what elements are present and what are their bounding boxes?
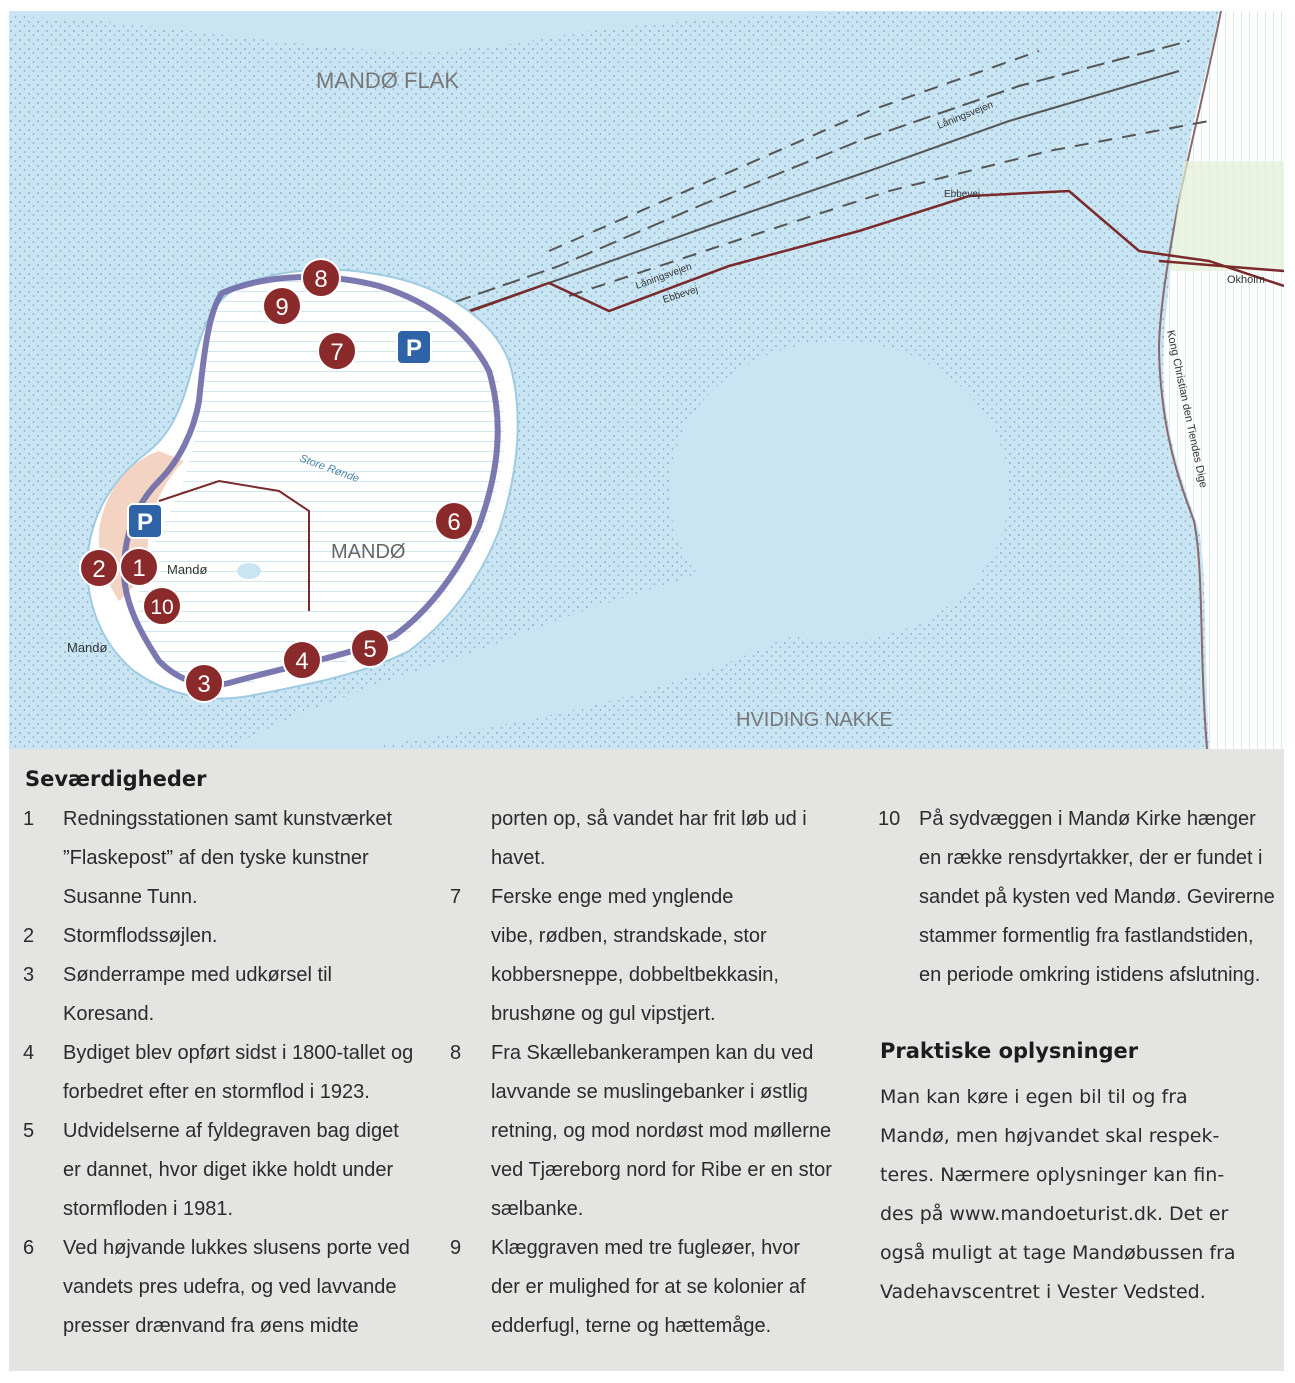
sight-text: stormfloden i 1981. [63, 1198, 234, 1220]
sight-text: Sønderrampe med udkørsel til [63, 964, 332, 986]
sight-number: 9 [450, 1237, 462, 1259]
sight-number: 7 [450, 886, 462, 908]
sight-number: 10 [878, 808, 901, 830]
sight-number: 4 [23, 1042, 35, 1064]
sight-text: havet. [491, 847, 546, 869]
sight-text: forbedret efter en stormflod i 1923. [63, 1081, 370, 1103]
sight-item [23, 1229, 433, 1346]
practical-line: Man kan køre i egen bil til og fra [880, 1086, 1188, 1108]
green-fields [1169, 161, 1284, 271]
marker-3[interactable] [185, 664, 223, 702]
label-dike: Kong Christian den Tiendes Dige [1164, 329, 1210, 489]
svg-text:9: 9 [275, 294, 289, 321]
practical-line: teres. Nærmere oplysninger kan fin- [880, 1164, 1225, 1186]
practical-line: des på www.mandoeturist.dk. Det er [880, 1203, 1229, 1225]
sight-text: vandets pres udefra, og ved lavvande [63, 1276, 397, 1298]
sight-number: 1 [23, 808, 35, 830]
label-okholm: Okholm [1227, 274, 1265, 286]
sight-text: Redningsstationen samt kunstværket [63, 808, 393, 830]
svg-text:P: P [136, 509, 154, 536]
sight-item [23, 917, 433, 956]
sight-text: vibe, rødben, strandskade, stor [491, 925, 767, 947]
sights-column-2 [450, 800, 860, 1346]
marker-6[interactable] [435, 502, 473, 540]
label-mando-church: Mandø [67, 640, 108, 655]
svg-text:3: 3 [197, 671, 211, 698]
sight-text: Fra Skællebankerampen kan du ved [491, 1042, 814, 1064]
sight-number: 3 [23, 964, 35, 986]
sight-text: Klæggraven med tre fugleøer, hvor [491, 1237, 801, 1259]
label-laningsvejen: Låningsvejen [634, 261, 694, 292]
sight-text: ved Tjæreborg nord for Ribe er en stor [491, 1159, 832, 1181]
sight-text: stammer formentlig fra fastlandstiden, [919, 925, 1254, 947]
marker-8[interactable] [302, 259, 340, 297]
sight-text: lavvande se muslingebanker i østlig [491, 1081, 808, 1103]
info-panel [9, 749, 1284, 1371]
sight-text: en række rensdyrtakker, der er fundet i [919, 847, 1263, 869]
sight-text: er dannet, hvor diget ikke holdt under [63, 1159, 394, 1181]
sight-number: 5 [23, 1120, 35, 1142]
svg-text:8: 8 [314, 266, 328, 293]
sight-item [23, 1034, 433, 1112]
sight-text: sælbanke. [491, 1198, 584, 1220]
marker-2[interactable] [80, 549, 118, 587]
label-mando-flak: MANDØ FLAK [316, 68, 460, 93]
label-ebbevej-upper: Ebbevej [944, 189, 981, 200]
sight-text: kobbersneppe, dobbeltbekkasin, [491, 964, 779, 986]
sight-text: retning, og mod nordøst mod møllerne [491, 1120, 832, 1142]
sight-item [450, 878, 860, 1034]
sight-text: Stormflodssøjlen. [63, 925, 218, 947]
sight-item [450, 800, 860, 878]
parking-marker[interactable] [128, 504, 162, 538]
pond [237, 563, 261, 579]
sight-item [878, 800, 1278, 995]
sight-text: Ved højvande lukkes slusens porte ved [63, 1237, 410, 1259]
sight-item [23, 1112, 433, 1229]
sight-number: 8 [450, 1042, 462, 1064]
svg-text:2: 2 [92, 556, 106, 583]
island-map [9, 11, 1284, 749]
label-hviding-nakke: HVIDING NAKKE [736, 709, 893, 731]
sight-item [23, 956, 433, 1034]
sight-text: brushøne og gul vipstjert. [491, 1003, 716, 1025]
sight-text: edderfugl, terne og hættemåge. [491, 1315, 772, 1337]
practical-line: Mandø, men højvandet skal respek- [880, 1125, 1220, 1147]
practical-line: også muligt at tage Mandøbussen fra [880, 1242, 1236, 1264]
sights-column-1 [23, 800, 433, 1346]
sight-number: 6 [23, 1237, 35, 1259]
sight-text: Koresand. [63, 1003, 155, 1025]
label-ebbevej: Ebbevej [661, 284, 700, 306]
label-mando-island: MANDØ [331, 541, 406, 563]
sight-text: presser drænvand fra øens midte [63, 1315, 359, 1337]
parking-marker[interactable] [397, 330, 431, 364]
marker-4[interactable] [283, 641, 321, 679]
marker-5[interactable] [351, 629, 389, 667]
sight-text: ”Flaskepost” af den tyske kunstner [63, 847, 369, 869]
svg-text:4: 4 [295, 648, 309, 675]
sight-text: sandet på kysten ved Mandø. Gevirerne [919, 886, 1275, 908]
marker-7[interactable] [318, 332, 356, 370]
sight-number: 2 [23, 925, 35, 947]
practical-line: Vadehavscentret i Vester Vedsted. [880, 1281, 1206, 1303]
sights-column-3 [878, 800, 1278, 995]
marker-10[interactable] [143, 587, 181, 625]
sight-item [450, 1229, 860, 1346]
sight-text: en periode omkring istidens afslutning. [919, 964, 1261, 986]
svg-text:7: 7 [330, 339, 344, 366]
sight-item [450, 1034, 860, 1229]
sights-title: Seværdigheder [25, 767, 207, 791]
sight-number [450, 800, 491, 878]
marker-1[interactable] [120, 548, 158, 586]
practical-title: Praktiske oplysninger [880, 1039, 1139, 1063]
sight-text: På sydvæggen i Mandø Kirke hænger [919, 808, 1256, 830]
svg-text:10: 10 [150, 596, 174, 619]
sight-text: Bydiget blev opført sidst i 1800-tallet og [63, 1042, 414, 1064]
svg-text:6: 6 [447, 509, 461, 536]
label-mando-village: Mandø [167, 562, 208, 577]
svg-text:5: 5 [363, 636, 377, 663]
svg-text:P: P [405, 335, 423, 362]
sight-text: Udvidelserne af fyldegraven bag diget [63, 1120, 399, 1142]
svg-text:1: 1 [132, 555, 146, 582]
marker-9[interactable] [263, 287, 301, 325]
sight-text: porten op, så vandet har frit løb ud i [491, 808, 807, 830]
sight-text: Susanne Tunn. [63, 886, 198, 908]
sight-item [23, 800, 433, 917]
label-laningsvejen-upper: Låningsvejen [936, 99, 995, 132]
sight-text: Ferske enge med ynglende [491, 886, 734, 908]
label-store-roende: Store Rønde [297, 452, 361, 486]
practical-text [880, 1078, 1275, 1312]
sight-text: der er mulighed for at se kolonier af [491, 1276, 806, 1298]
